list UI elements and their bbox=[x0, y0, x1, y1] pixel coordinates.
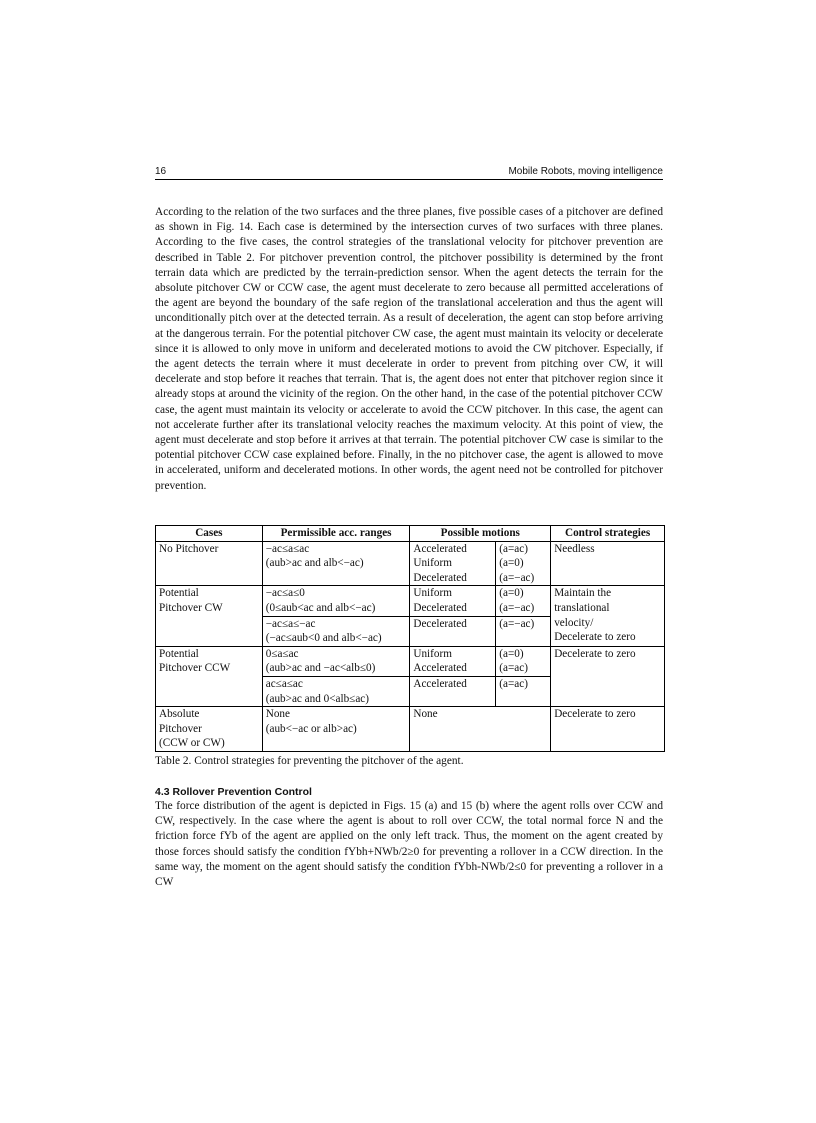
running-title: Mobile Robots, moving intelligence bbox=[508, 166, 663, 177]
strategy-cell: Needless bbox=[551, 541, 665, 586]
case-cell: No Pitchover bbox=[156, 541, 263, 586]
case-cell: Potential Pitchover CW bbox=[156, 586, 263, 646]
running-header bbox=[155, 164, 663, 180]
table-row-absolute bbox=[156, 707, 665, 752]
values-cell: (a=0) (a=ac) bbox=[496, 646, 551, 676]
col-header-motions: Possible motions bbox=[410, 526, 551, 542]
values-cell: (a=0) (a=−ac) bbox=[496, 586, 551, 616]
body-paragraph-1: According to the relation of the two surfaces and the three planes, five possible cases of a pitchover are defined as shown in Fig. 14. Each case is determined by the intersection curves of two surfaces with three planes. According to the five cases, the control strategies of the translational velocity for pitchover prevention are described in Table 2. For pitchover prevention control, the pitchover possibility is determined by the front terrain data which are predicted by the terrain-prediction sensor. When the agent detects the terrain for the absolute pitchover CW or CCW case, the agent must decelerate to zero because all permitted accelerations of the agent are beyond the boundary of the safe region of the translational acceleration and thus the agent will unconditionally pitch over at the detected terrain. As a result of deceleration, the agent can stop before arriving at the dangerous terrain. For the potential pitchover CW case, the agent must maintain its velocity or decelerate since it is allowed to only move in uniform and decelerated motions to avoid the CW pitchover. Especially, if the agent detects the terrain where it must decelerate in order to prevent from pitching over CW, it will decelerate and stop before it reaches that terrain. That is, the agent does not enter that pitchover region since it already stops at around the vicinity of the region. On the other hand, in the case of the potential pitchover CCW case, the agent must maintain its velocity or accelerate to avoid the CCW pitchover. In this case, the agent can not accelerate further after its translational velocity reaches the maximum velocity. At this point of view, the agent must decelerate and stop before it arrives at that terrain. The potential pitchover CW case is similar to the potential pitchover CCW case explained before. Finally, in the no pitchover case, the agent is allowed to move in accelerated, uniform and decelerated motions. In other words, the agent need not be controlled for pitchover prevention. bbox=[155, 206, 663, 492]
strategy-cell: Decelerate to zero bbox=[551, 707, 665, 752]
table-row-potential-ccw-a bbox=[156, 646, 665, 676]
col-header-ranges: Permissible acc. ranges bbox=[262, 526, 410, 542]
motions-cell: Accelerated bbox=[410, 676, 496, 706]
section-heading: 4.3 Rollover Prevention Control bbox=[155, 786, 312, 798]
motions-cell: Uniform Accelerated bbox=[410, 646, 496, 676]
case-cell: Potential Pitchover CCW bbox=[156, 646, 263, 706]
case-cell: Absolute Pitchover (CCW or CW) bbox=[156, 707, 263, 752]
values-cell: (a=−ac) bbox=[496, 616, 551, 646]
control-strategies-table bbox=[155, 525, 665, 752]
range-cell: None (aub<−ac or alb>ac) bbox=[262, 707, 410, 752]
range-cell: −ac≤a≤0 (0≤aub<ac and alb<−ac) bbox=[262, 586, 410, 616]
values-cell: (a=ac) bbox=[496, 676, 551, 706]
values-cell: (a=ac) (a=0) (a=−ac) bbox=[496, 541, 551, 586]
range-cell: −ac≤a≤ac (aub>ac and alb<−ac) bbox=[262, 541, 410, 586]
page-number: 16 bbox=[155, 166, 167, 177]
strategy-cell: Decelerate to zero bbox=[551, 646, 665, 706]
motions-cell: Accelerated Uniform Decelerated bbox=[410, 541, 496, 586]
range-cell: 0≤a≤ac (aub>ac and −ac<alb≤0) bbox=[262, 646, 410, 676]
body-paragraph-2: The force distribution of the agent is depicted in Figs. 15 (a) and 15 (b) where the agent rolls over CCW and CW, respectively. In the case where the agent is about to roll over CCW, the total normal force N and the friction force fYb of the agent are applied on the only left track. Thus, the moment on the agent created by those forces should satisfy the condition fYbh+NWb/2≥0 for preventing a rollover in a CCW direction. In the same way, the moment on the agent should satisfy the condition fYbh-NWb/2≤0 for preventing a rollover in a CW bbox=[155, 800, 663, 889]
table-caption: Table 2. Control strategies for preventing the pitchover of the agent. bbox=[155, 755, 464, 767]
col-header-strategies: Control strategies bbox=[551, 526, 665, 542]
range-cell: −ac≤a≤−ac (−ac≤aub<0 and alb<−ac) bbox=[262, 616, 410, 646]
strategy-cell: Maintain the translational velocity/ Decelerate to zero bbox=[551, 586, 665, 646]
col-header-cases: Cases bbox=[156, 526, 263, 542]
motions-cell: Uniform Decelerated bbox=[410, 586, 496, 616]
motions-cell: Decelerated bbox=[410, 616, 496, 646]
table-header-row bbox=[156, 526, 665, 542]
motions-cell: None bbox=[410, 707, 551, 752]
range-cell: ac≤a≤ac (aub>ac and 0<alb≤ac) bbox=[262, 676, 410, 706]
table-row-potential-cw-a bbox=[156, 586, 665, 616]
table-row-no-pitchover bbox=[156, 541, 665, 586]
